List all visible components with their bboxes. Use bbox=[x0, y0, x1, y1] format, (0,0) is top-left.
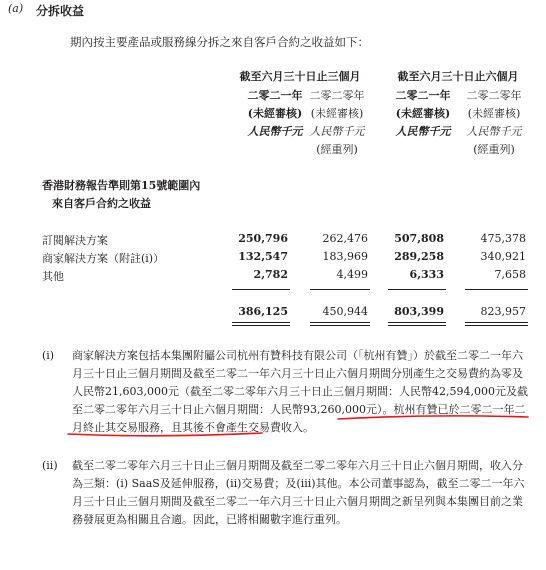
row-label: 訂閱解決方案 bbox=[42, 234, 108, 247]
cell-value: 2,782 bbox=[253, 268, 288, 281]
col4-restated-note: (經重列) bbox=[473, 143, 515, 156]
cell-value: 507,808 bbox=[394, 232, 444, 245]
col2-audit: (未經審核) bbox=[310, 107, 364, 120]
col1-year: 二零二一年 bbox=[247, 89, 303, 102]
period-header-three-months: 截至六月三十日止三個月 bbox=[239, 70, 361, 83]
col2-year: 二零二零年 bbox=[309, 89, 365, 102]
scope-line-2: 來自客戶合約之收益 bbox=[52, 197, 151, 210]
section-id: (a) bbox=[8, 2, 24, 15]
total-value: 450,944 bbox=[322, 305, 368, 318]
col2-unit: 人民幣千元 bbox=[309, 125, 365, 138]
note-text: 商家解決方案包括本集團附屬公司杭州有贊科技有限公司（「杭州有贊」）於截至二零二一年六月三十日止三個月期間及截至二零二一年六月三十日止六個月期間分別產生之交易費約為零及人民幣21,603,000元（截至二零二零年六月三十日止三個月期間：人民幣42,594,000元及截至二零二零年六月三十日止六個月期間：人民幣93,260,000元）。杭州有贊已於二零二一年二月終止其交易服務，且其後不會產生交易費收入。 bbox=[72, 349, 528, 434]
period-header-six-months: 截至六月三十日止六個月 bbox=[397, 70, 519, 83]
cell-value: 4,499 bbox=[336, 268, 368, 281]
col1-unit: 人民幣千元 bbox=[247, 125, 303, 138]
total-value: 386,125 bbox=[238, 305, 288, 318]
cell-value: 289,258 bbox=[394, 250, 444, 263]
note-id: (i) bbox=[42, 349, 55, 362]
scope-line-1: 香港財務報告準則第15號範圍內 bbox=[42, 179, 201, 192]
cell-value: 475,378 bbox=[480, 232, 526, 245]
col3-audit: (未經審核) bbox=[395, 107, 451, 120]
note-id: (ii) bbox=[42, 459, 58, 472]
row-label: 其他 bbox=[42, 270, 64, 283]
col4-unit: 人民幣千元 bbox=[466, 125, 522, 138]
section-title: 分拆收益 bbox=[36, 4, 85, 18]
cell-value: 6,333 bbox=[409, 268, 444, 281]
total-value: 823,957 bbox=[480, 305, 526, 318]
col3-unit: 人民幣千元 bbox=[395, 125, 451, 138]
col1-audit: (未經審核) bbox=[247, 107, 303, 120]
row-label: 商家解決方案（附註(i)） bbox=[42, 252, 165, 265]
col3-year: 二零二一年 bbox=[395, 89, 451, 102]
col2-restated-note: (經重列) bbox=[316, 143, 358, 156]
intro-text: 期內按主要產品或服務線分拆之來自客戶合約之收益如下： bbox=[70, 35, 369, 49]
cell-value: 132,547 bbox=[238, 250, 288, 263]
cell-value: 7,658 bbox=[494, 268, 526, 281]
col4-year: 二零二零年 bbox=[466, 89, 522, 102]
cell-value: 250,796 bbox=[238, 232, 288, 245]
total-value: 803,399 bbox=[394, 305, 444, 318]
cell-value: 262,476 bbox=[322, 232, 368, 245]
cell-value: 340,921 bbox=[480, 250, 526, 263]
cell-value: 183,969 bbox=[322, 250, 368, 263]
col4-audit: (未經審核) bbox=[467, 107, 521, 120]
note-text: 截至二零二零年六月三十日止三個月期間及截至二零二零年六月三十日止六個月期間，收入分為三類：(i) SaaS及延伸服務，(ii)交易費；及(iii)其他。本公司董事認為，截至二零二一年六月三十日止三個月期間及截至二零二一年六月三十日止六個月期間之新呈列與本集團目前之業務發展更為相關且合適。因此，已將相關數字進行重列。 bbox=[72, 459, 525, 526]
